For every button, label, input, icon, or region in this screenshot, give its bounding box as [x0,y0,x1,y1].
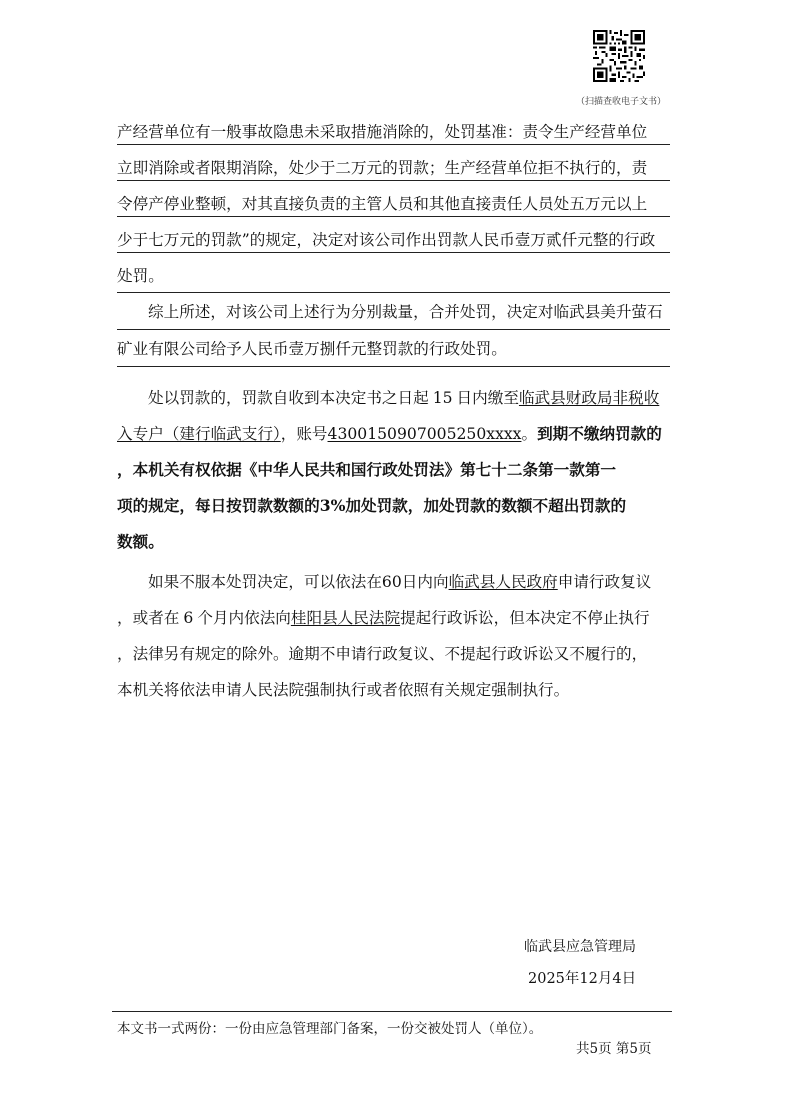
text-run: 临武县人民政府 [448,573,558,591]
issue-date: 2025年12月4日 [528,971,637,987]
page-number: 共5页 第5页 [576,1041,652,1057]
text-run: ，账号 [280,425,328,443]
body-line: 处罚。 [117,267,164,285]
text-run: 桂阳县人民法院 [290,609,401,627]
issuing-authority: 临武县应急管理局 [524,939,636,955]
body-line: 产经营单位有一般事故隐患未采取措施消除的，处罚基准：责令生产经营单位 [117,123,648,141]
text-run: 60 [381,573,402,591]
footer-rule [112,1011,672,1012]
body-line: 立即消除或者限期消除，处少于二万元的罚款；生产经营单位拒不执行的，责 [117,159,648,177]
body-line: 少于七万元的罚款”的规定，决定对该公司作出罚款人民币壹万贰仟元整的行政 [117,231,656,249]
text-run: 临武县财政局非税收 [518,389,660,407]
text-run: 6 [183,609,194,627]
underline-rule [117,329,670,330]
body-line: ，本机关有权依据《中华人民共和国行政处罚法》第七十二条第一款第一 [117,460,617,479]
account-number: 4300150907005250xxxx [327,425,522,443]
underline-rule [117,216,670,217]
underline-rule [117,292,670,293]
underline-rule [117,144,670,145]
body-line: ，法律另有规定的除外。逾期不申请行政复议、不提起行政诉讼又不履行的， [117,645,648,663]
body-line [148,388,659,408]
body-line: 项的规定，每日按罚款数额的3%加处罚款，加处罚款的数额不超出罚款的 [117,496,627,515]
footer-note: 本文书一式两份：一份由应急管理部门备案，一份交被处罚人（单位）。 [117,1021,543,1037]
qr-code-icon [593,30,645,82]
body-line: 数额。 [117,532,164,551]
text-run: 入专户（建行临武支行） [117,425,281,443]
qr-caption: （扫描查收电子文书） [575,97,666,107]
text-run: 到期不缴纳罚款的 [537,424,662,443]
underline-rule [117,180,670,181]
body-line [117,424,662,444]
text-run: 。 [521,425,538,443]
text-run: 日内缴至 [456,389,519,407]
text-run: 日内向 [401,573,449,591]
body-line [117,608,650,628]
body-line: 本机关将依法申请人民法院强制执行或者依照有关规定强制执行。 [117,681,570,699]
text-run: 个月内依法向 [197,609,291,627]
text-run: 申请行政复议 [557,573,652,591]
underline-rule [117,366,670,367]
text-run: 如果不服本处罚决定，可以依法在 [148,573,382,591]
underline-rule [117,252,670,253]
body-line: 综上所述，对该公司上述行为分别裁量，合并处罚，决定对临武县美升萤石 [148,303,663,321]
body-line: 矿业有限公司给予人民币壹万捌仟元整罚款的行政处罚。 [117,340,507,358]
text-run: 处以罚款的，罚款自收到本决定书之日起 [148,389,429,407]
text-run: ，或者在 [117,609,180,627]
text-run: 15 [432,389,453,407]
body-line: 令停产停业整顿，对其直接负责的主管人员和其他直接责任人员处五万元以上 [117,195,648,213]
body-line [148,572,651,592]
text-run: 提起行政诉讼，但本决定不停止执行 [400,609,650,627]
